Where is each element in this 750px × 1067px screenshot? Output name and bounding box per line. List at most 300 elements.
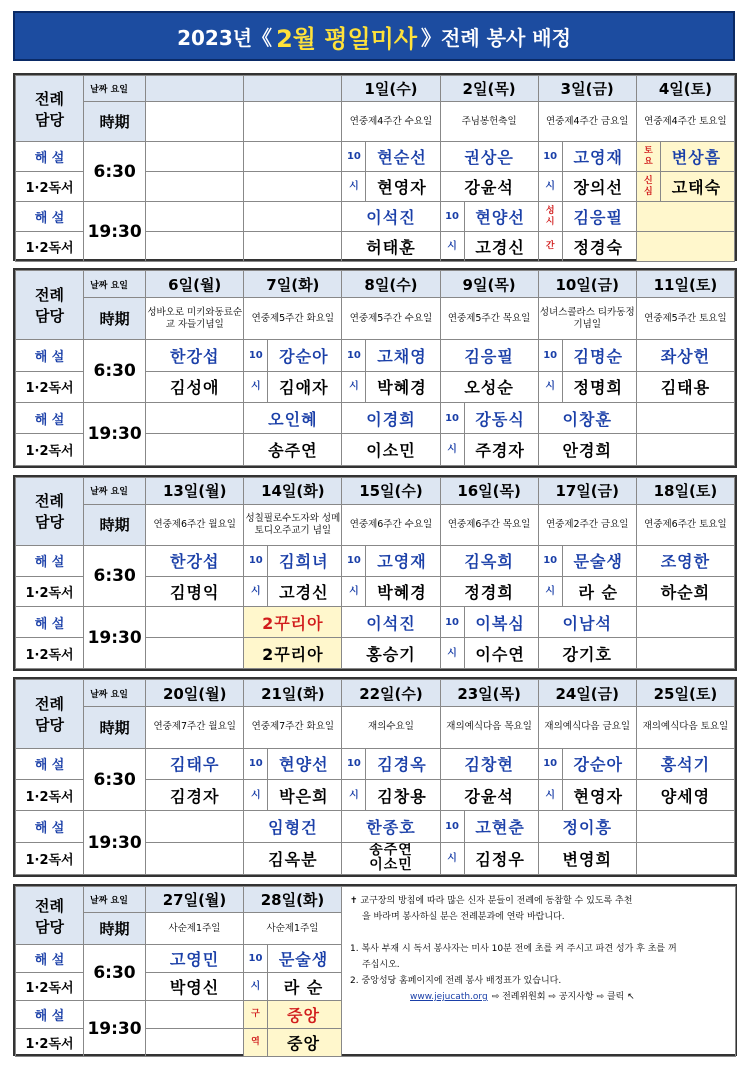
assignment-cell [342,371,440,402]
assignment-cell [342,748,440,779]
reader-name: 주경자 [475,441,525,461]
reader-name: 이수연 [475,644,525,664]
assignment-cell [146,434,244,466]
assignment-cell [244,973,342,1001]
commentator-name: 김응필 [464,346,514,366]
reader-label: 1·2독서 [16,434,84,466]
assignment-cell [440,202,538,232]
assignment-cell [146,202,244,232]
time-note: 구 [244,1001,268,1028]
assignment-cell [146,142,244,172]
reader-name: 박혜경 [377,582,427,602]
assignment-cell [342,638,440,669]
assignment-cell [636,842,734,874]
assignment-cell [146,811,244,842]
reader-name: 허태훈 [366,238,416,257]
feast-name: 사순제1주일 [146,913,244,945]
mass-time: 6:30 [84,142,146,202]
notes-box [342,887,736,1057]
assignment-cell [244,232,342,262]
page-title [13,11,735,61]
commentator-name: 조영한 [660,552,711,572]
assignment-cell [538,142,636,172]
commentary-label: 해 설 [16,811,84,842]
reader-label: 1·2독서 [16,576,84,607]
assignment-cell [440,340,538,371]
day-date: 27일(월) [146,887,244,913]
time-note: 시 [441,843,465,874]
assignment-cell [146,1029,244,1057]
assignment-cell [146,403,244,434]
assignment-cell [146,748,244,779]
assignment-cell [244,842,342,874]
commentator-name: 변상흠 [671,148,722,167]
mass-time: 6:30 [84,945,146,1001]
note-path: ⇨ 전례위원회 ⇨ 공지사항 ⇨ 클릭 ↖ [491,992,635,1002]
commentator-name: 고영민 [169,950,220,969]
mass-time: 6:30 [84,545,146,607]
day-date: 18일(토) [636,478,734,505]
day-date: 1일(수) [342,76,440,102]
mass-time: 6:30 [84,748,146,811]
assignment-cell [146,638,244,669]
commentator-name: 김응필 [573,208,623,227]
feast-name: 재의예식다음 토요일 [636,707,734,749]
commentator-name: 한강섭 [170,552,220,572]
assignment-cell [342,576,440,607]
feast-name: 연중제4주간 금요일 [538,102,636,142]
reader-name: 송주연 [268,441,318,461]
commentator-name: 고현춘 [475,818,525,838]
week-block [13,677,737,877]
assignment-cell [538,607,636,638]
reader-name: 김성애 [170,378,220,398]
reader-name: 현영자 [573,786,623,806]
assignment-cell [440,232,538,262]
time-note: 시 [244,973,268,1000]
assignment-cell [244,142,342,172]
day-date: 25일(토) [636,680,734,707]
reader-name: 김명익 [170,582,220,602]
assignment-cell [146,340,244,371]
assignment-cell [146,607,244,638]
reader-name: 변영희 [562,849,612,869]
time-note: 10 [539,546,563,576]
commentator-name: 이석진 [366,613,416,633]
assignment-cell [244,780,342,811]
assignment-cell [538,545,636,576]
assignment-cell [244,545,342,576]
assignment-cell [146,842,244,874]
feast-name: 연중제6주간 토요일 [636,504,734,545]
commentator-name: 중앙 [287,1006,320,1025]
commentator-name: 정이흥 [562,818,612,838]
time-note: 시 [342,577,366,607]
day-date: 6일(월) [146,271,244,298]
mass-time: 19:30 [84,403,146,466]
mass-time: 19:30 [84,607,146,669]
time-note: 신 심 [637,172,661,201]
time-note: 10 [441,811,465,841]
assignment-cell [538,202,636,232]
assignment-cell [636,172,734,202]
feast-name: 성칠필로수도자와 성메토디오주교기 념일 [244,504,342,545]
feast-name: 연중제2주간 금요일 [538,504,636,545]
assignment-cell [244,403,342,434]
date-day-label: 날짜 요일 [84,271,146,298]
assignment-cell [342,202,440,232]
feast-name: 재의예식다음 금요일 [538,707,636,749]
commentator-name: 한강섭 [170,346,220,366]
reader-label: 1·2독서 [16,842,84,874]
day-date: 4일(토) [636,76,734,102]
assignment-cell [538,371,636,402]
reader-name: 김태용 [660,378,711,398]
reader-name: 고경신 [475,238,525,257]
day-date: 23일(목) [440,680,538,707]
assignment-cell [342,403,440,434]
assignment-cell [342,172,440,202]
assignment-cell [538,576,636,607]
assignment-cell [538,842,636,874]
assignment-cell [244,607,342,638]
time-note: 시 [244,372,268,402]
reader-name: 정경숙 [573,238,623,257]
assignment-cell [636,434,734,466]
duty-label: 담당 [35,917,64,936]
commentator-name: 강순아 [573,755,623,775]
assignment-cell [538,434,636,466]
feast-name: 연중제5주간 토요일 [636,298,734,340]
commentary-label: 해 설 [16,403,84,434]
date-day-label: 날짜 요일 [84,887,146,913]
assignment-cell [440,811,538,842]
assignment-cell [440,142,538,172]
commentary-label: 해 설 [16,748,84,779]
assignment-cell [636,748,734,779]
assignment-cell [538,340,636,371]
date-day-label: 날짜 요일 [84,478,146,505]
commentator-name: 2꾸리아 [262,613,324,633]
rite-label: 전례 [35,286,65,305]
commentary-label: 해 설 [16,945,84,973]
assignment-cell [538,811,636,842]
day-date: 20일(월) [146,680,244,707]
assignment-cell [342,142,440,172]
reader-name: 김창용 [377,786,427,806]
reader-name: 김애자 [279,378,329,398]
assignment-cell [244,945,342,973]
note-line: ✝ 교구장의 방침에 따라 많은 신자 분들이 전례에 동참할 수 있도록 추천 [350,896,633,906]
time-note: 시 [539,780,563,810]
header-label-cell [16,887,84,945]
assignment-cell [636,142,734,172]
reader-name: 안경희 [562,441,612,461]
assignment-cell [146,973,244,1001]
commentator-name: 이경희 [366,409,416,429]
reader-name: 박영신 [169,978,220,997]
reader-name: 라 순 [578,582,618,602]
mass-time: 19:30 [84,1001,146,1057]
assignment-cell [342,842,440,874]
time-note: 시 [441,232,465,261]
time-note: 시 [342,780,366,810]
header-label-cell [16,680,84,749]
assignment-cell [244,1001,342,1029]
rite-label: 전례 [35,896,64,915]
day-date: 15일(수) [342,478,440,505]
reader-label: 1·2독서 [16,232,84,262]
commentator-name: 강동식 [475,409,525,429]
time-note: 10 [342,546,366,576]
assignment-cell [636,403,734,434]
commentator-name: 고영재 [573,148,623,167]
commentator-name: 김경옥 [377,755,427,775]
assignment-cell [244,202,342,232]
day-date [146,76,244,102]
assignment-cell [440,434,538,466]
day-date [244,76,342,102]
time-note: 10 [244,749,268,779]
reader-label: 1·2독서 [16,780,84,811]
assignment-cell [440,545,538,576]
reader-name: 박혜경 [377,378,427,398]
reader-name: 송주연 이소민 [369,842,413,874]
assignment-cell [538,780,636,811]
commentator-name: 김옥희 [464,552,514,572]
reader-name: 중앙 [287,1034,320,1053]
assignment-cell [636,371,734,402]
reader-name: 고태숙 [671,178,722,197]
commentary-label: 해 설 [16,340,84,371]
duty-label: 담당 [35,513,65,532]
reader-name: 라 순 [283,978,324,997]
time-note: 시 [539,372,563,402]
feast-name: 성녀스콜라스 티카동정기념일 [538,298,636,340]
commentator-name: 임형건 [268,818,318,838]
duty-label: 담당 [35,715,65,734]
reader-name: 김옥분 [268,849,318,869]
assignment-cell [146,232,244,262]
header-label-cell [16,478,84,546]
assignment-cell [636,202,734,232]
mass-time: 19:30 [84,202,146,262]
feast-name: 연중제5주간 목요일 [440,298,538,340]
feast-name: 연중제5주간 화요일 [244,298,342,340]
time-note: 시 [244,780,268,810]
feast-name: 연중제6주간 수요일 [342,504,440,545]
period-label: 時期 [84,298,146,340]
commentary-label: 해 설 [16,545,84,576]
date-day-label: 날짜 요일 [84,76,146,102]
day-date: 3일(금) [538,76,636,102]
assignment-cell [342,780,440,811]
commentator-name: 김희녀 [279,552,329,572]
feast-name: 주님봉헌축일 [440,102,538,142]
feast-name: 연중제4주간 수요일 [342,102,440,142]
note-link-line [350,989,727,1005]
time-note: 10 [441,403,465,433]
time-note: 10 [441,202,465,231]
day-date: 7일(화) [244,271,342,298]
assignment-cell [440,780,538,811]
header-label-cell [16,76,84,142]
reader-name: 현영자 [377,178,427,197]
time-note: 10 [342,749,366,779]
assignment-cell [244,748,342,779]
time-note: 10 [441,607,465,637]
note-spacer [350,925,727,941]
day-date: 28일(화) [244,887,342,913]
rite-label: 전례 [35,492,65,511]
assignment-cell [146,172,244,202]
commentator-name: 강순아 [279,346,329,366]
time-note: 10 [342,142,366,171]
day-date: 16일(목) [440,478,538,505]
reader-name: 2꾸리아 [262,644,324,664]
note-line: 1. 복사 부재 시 독서 봉사자는 미사 10분 전에 초를 켜 주시고 파견 성가 후 초를 꺼 [350,944,677,954]
time-note: 시 [342,372,366,402]
week-block [13,73,737,261]
assignment-cell [440,403,538,434]
commentary-label: 해 설 [16,1001,84,1029]
schedule-table [15,75,735,262]
feast-name: 연중제6주간 목요일 [440,504,538,545]
commentator-name: 이남석 [562,613,612,633]
reader-label: 1·2독서 [16,638,84,669]
duty-label: 담당 [35,110,65,129]
feast-name: 사순제1주일 [244,913,342,945]
day-date: 13일(월) [146,478,244,505]
assignment-cell [636,576,734,607]
assignment-cell [440,371,538,402]
reader-name: 정경희 [464,582,514,602]
day-date: 24일(금) [538,680,636,707]
assignment-cell [538,403,636,434]
commentator-name: 김창현 [464,755,514,775]
feast-name [244,102,342,142]
note-line: 2. 중앙성당 홈페이지에 전례 봉사 배정표가 있습니다. [350,976,562,986]
week-block [13,884,737,1056]
commentator-name: 좌상헌 [660,346,711,366]
assignment-cell [636,232,734,262]
period-label: 時期 [84,504,146,545]
time-note: 토 요 [637,142,661,171]
commentator-name: 현순선 [377,148,427,167]
title-prefix: 2023년《 [177,25,273,50]
date-day-label: 날짜 요일 [84,680,146,707]
commentator-name: 고채영 [377,346,427,366]
mass-time: 19:30 [84,811,146,875]
reader-name: 홍승기 [366,644,416,664]
assignment-cell [538,172,636,202]
assignment-cell [538,232,636,262]
assignment-cell [244,340,342,371]
assignment-cell [636,607,734,638]
time-note: 10 [539,142,563,171]
commentator-name: 김태우 [170,755,220,775]
assignment-cell [636,545,734,576]
period-label: 時期 [84,707,146,749]
commentator-name: 이창훈 [562,409,612,429]
commentator-name: 한종호 [366,818,416,838]
period-label: 時期 [84,102,146,142]
assignment-cell [146,780,244,811]
schedule-table [15,477,735,669]
feast-name: 재의수요일 [342,707,440,749]
period-label: 時期 [84,913,146,945]
assignment-cell [342,232,440,262]
reader-label: 1·2독서 [16,371,84,402]
time-note: 10 [244,340,268,370]
reader-name: 정명희 [573,378,623,398]
schedule-table [15,886,736,1057]
assignment-cell [146,545,244,576]
note-line: 주십시오. [362,960,400,970]
feast-name: 성바오로 미키와동료순교 자들기념일 [146,298,244,340]
assignment-cell [244,371,342,402]
assignment-cell [440,172,538,202]
homepage-link[interactable]: www.jejucath.org [410,992,488,1002]
commentator-name: 고영재 [377,552,427,572]
reader-name: 김경자 [170,786,220,806]
assignment-cell [440,842,538,874]
day-date: 2일(목) [440,76,538,102]
feast-name: 연중제6주간 월요일 [146,504,244,545]
assignment-cell [244,576,342,607]
feast-name: 연중제7주간 월요일 [146,707,244,749]
time-note: 시 [539,172,563,201]
day-date: 21일(화) [244,680,342,707]
time-note: 성 시 [539,202,563,231]
assignment-cell [440,638,538,669]
commentator-name: 이석진 [366,208,416,227]
assignment-cell [244,1029,342,1057]
title-suffix: 》전례 봉사 배정 [421,25,571,50]
header-label-cell [16,271,84,340]
schedule-table [15,679,735,875]
day-date: 9일(목) [440,271,538,298]
feast-name: 연중제4주간 토요일 [636,102,734,142]
assignment-cell [146,945,244,973]
assignment-cell [244,434,342,466]
commentator-name: 홍석기 [660,755,711,775]
reader-name: 강윤석 [464,178,514,197]
time-note: 시 [441,434,465,465]
assignment-cell [146,371,244,402]
time-note: 10 [244,546,268,576]
reader-name: 고경신 [279,582,329,602]
commentator-name: 현양선 [475,208,525,227]
commentator-name: 이복심 [475,613,525,633]
assignment-cell [342,340,440,371]
commentator-name: 문술생 [573,552,623,572]
feast-name: 연중제5주간 수요일 [342,298,440,340]
commentator-name: 김명순 [573,346,623,366]
assignment-cell [244,172,342,202]
assignment-cell [440,748,538,779]
day-date: 14일(화) [244,478,342,505]
reader-label: 1·2독서 [16,1029,84,1057]
time-note: 시 [244,577,268,607]
commentator-name: 문술생 [278,950,329,969]
time-note: 역 [244,1029,268,1056]
reader-label: 1·2독서 [16,172,84,202]
assignment-cell [636,811,734,842]
note-line: 을 바라며 봉사하실 분은 전례분과에 연락 바랍니다. [362,912,565,922]
schedule-table [15,270,735,466]
reader-name: 하순희 [660,582,711,602]
